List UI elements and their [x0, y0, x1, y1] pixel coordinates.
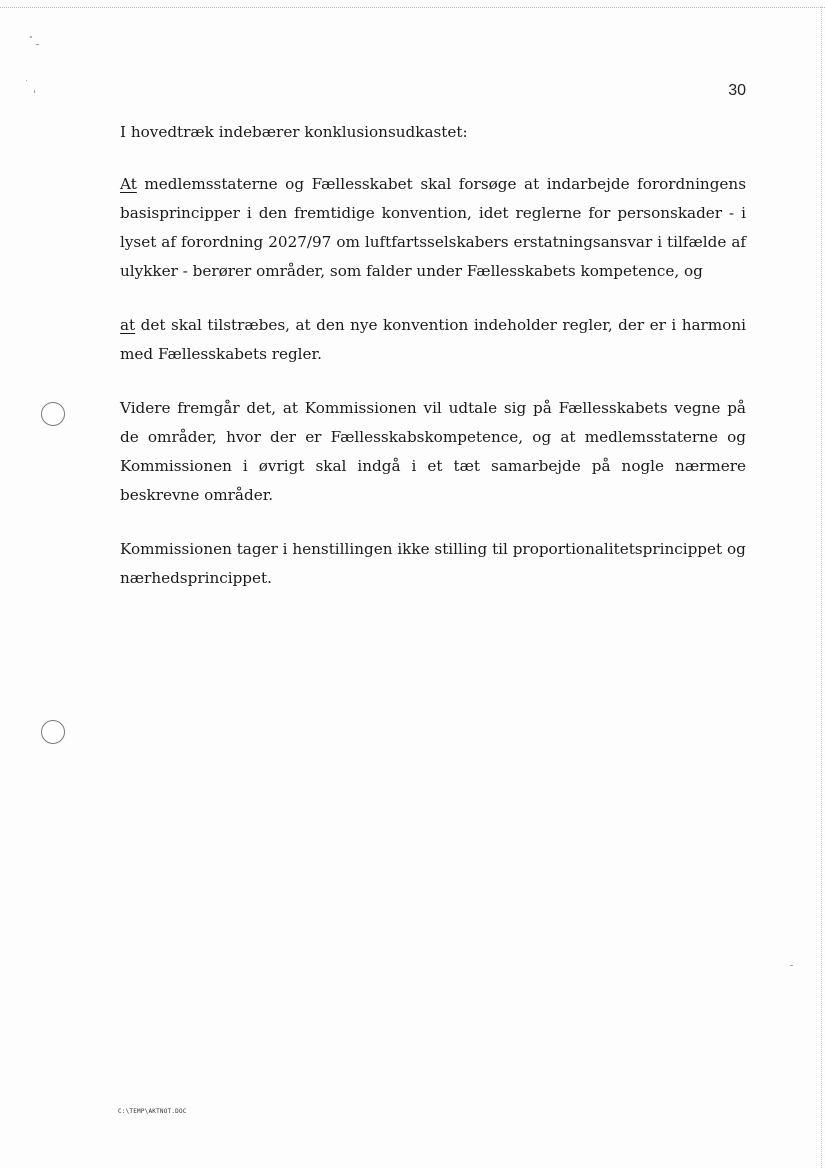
punch-hole: [41, 402, 65, 426]
clause-text: det skal tilstræbes, at den nye konvention indeholder regler, der er i harmoni med Fællesskabets regler.: [120, 316, 746, 363]
scan-top-edge: [0, 7, 825, 8]
clause-text: medlemsstaterne og Fællesskabet skal forsøge at indarbejde forordningens basisprincipper i den fremtidige konvention, idet reglerne for personskader - i lyset af forordning 2027/97 om luftfartsselskabers erstatningsansvar i tilfælde af ulykker - berører områder, som falder under Fællesskabets kompetence, og: [120, 175, 746, 280]
document-body: [120, 118, 746, 618]
punch-hole: [41, 720, 65, 744]
paragraph-second-clause: [120, 311, 746, 369]
paragraph-first-clause: [120, 170, 746, 286]
scan-speck: [26, 80, 27, 81]
scan-right-edge: [821, 7, 822, 1168]
paragraph-principles: Kommissionen tager i henstillingen ikke stilling til proportionalitetsprincippet og nærhedsprincippet.: [120, 540, 746, 587]
scan-speck: [34, 90, 35, 93]
clause-lead-word: At: [120, 175, 137, 193]
footer-file-path: C:\TEMP\AKTNOT.DOC: [118, 1108, 187, 1115]
page-number: 30: [728, 82, 746, 99]
scan-speck: [790, 965, 793, 966]
clause-lead-word: at: [120, 316, 136, 334]
scan-speck: [36, 44, 39, 45]
intro-paragraph: I hovedtræk indebærer konklusionsudkastet:: [120, 123, 468, 141]
scan-speck: [30, 36, 32, 38]
paragraph-commission-competence: Videre fremgår det, at Kommissionen vil udtale sig på Fællesskabets vegne på de områder, hvor der er Fællesskabskompetence, og at medlemsstaterne og Kommissionen i øvrigt skal indgå i et tæt samarbejde på nogle nærmere beskrevne områder.: [120, 399, 746, 504]
